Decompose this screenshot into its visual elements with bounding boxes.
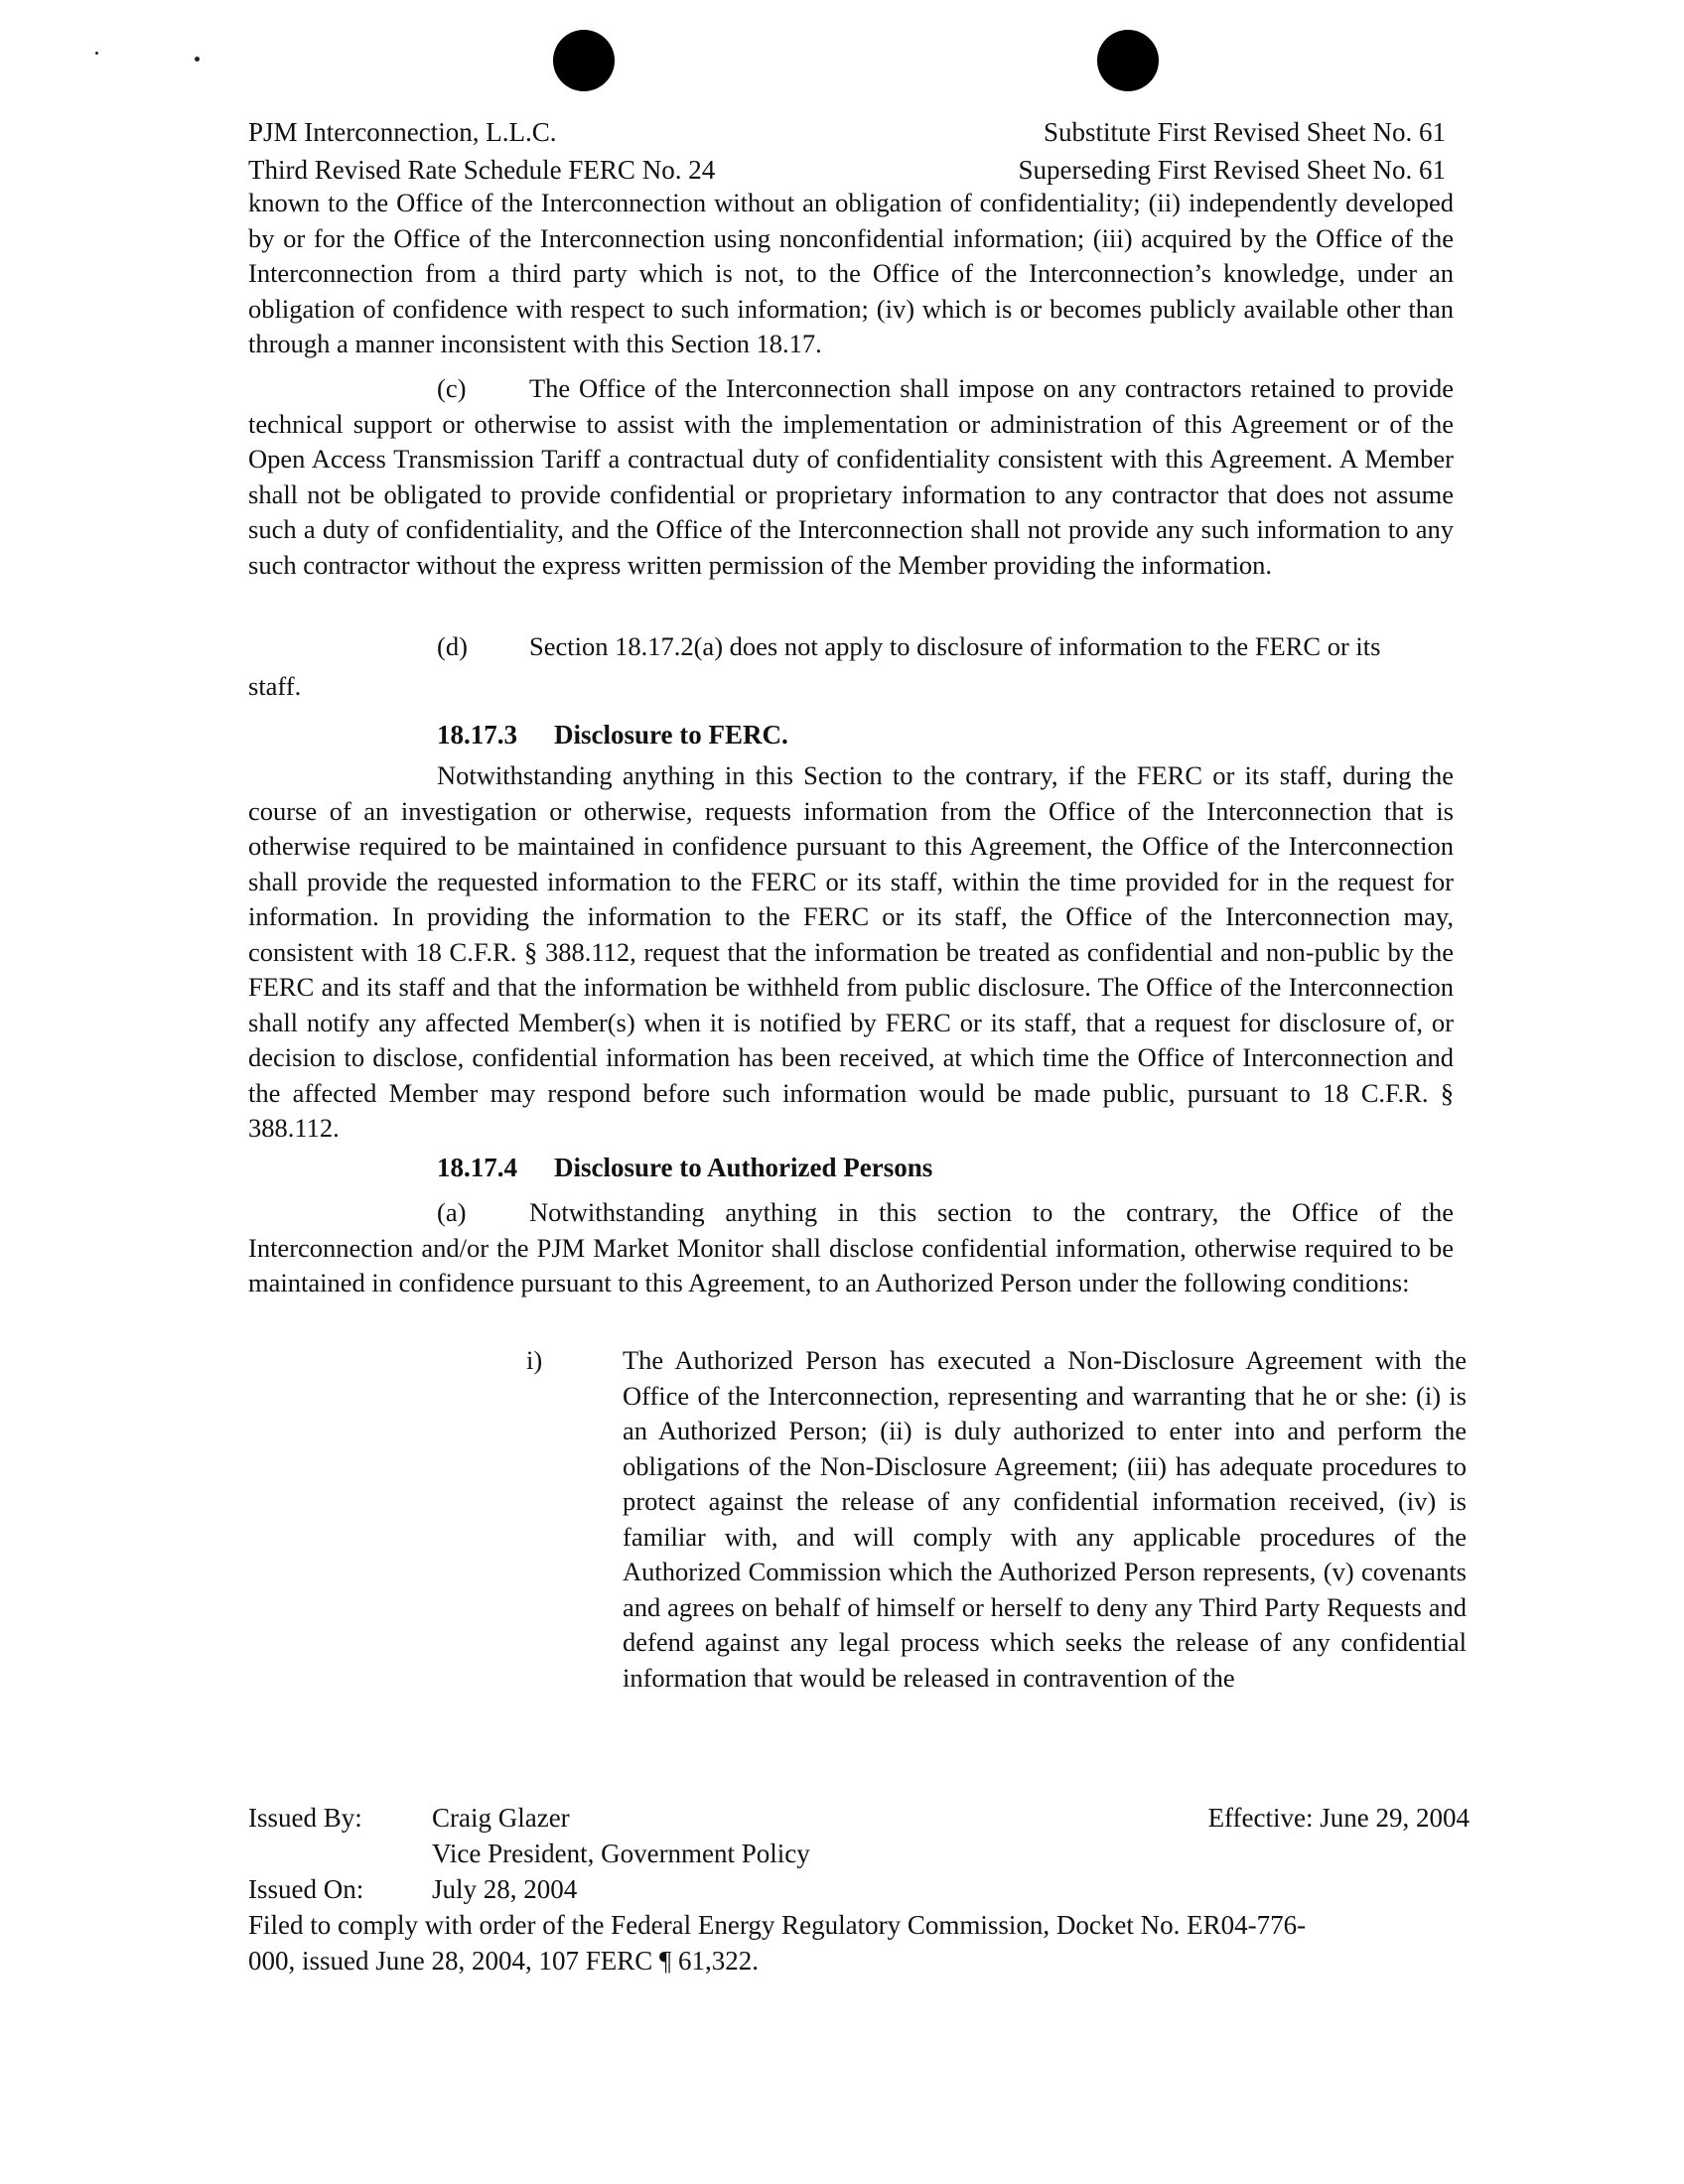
paragraph-d-label: (d) <box>437 631 468 661</box>
header-company: PJM Interconnection, L.L.C. <box>248 117 557 147</box>
page-footer <box>248 1800 1470 1979</box>
section-number: 18.17.4 <box>437 1153 517 1182</box>
scan-speck <box>95 52 98 55</box>
paragraph-a-text: Notwithstanding anything in this section to the contrary, the Office of the Interconnection and/or the PJM Market Monitor shall disclose confidential information, otherwise required to be maintained in confidence pursuant to this Agreement, to an Authorized Person under the following conditions: <box>248 1197 1454 1297</box>
section-18-17-3-text: Notwithstanding anything in this Section to the contrary, if the FERC or its staff, during the course of an investigation or otherwise, requests information from the Office of the Interconnection that is otherwise required to be maintained in confidence pursuant to this Agreement, the Office of the Interconnection shall provide the requested information to the FERC or its staff, within the time provided for in the request for information. In providing the information to the FERC or its staff, the Office of the Interconnection may, consistent with 18 C.F.R. § 388.112, request that the information be treated as confidential and non-public by the FERC and its staff and that the information be withheld from public disclosure. The Office of the Interconnection shall notify any affected Member(s) when it is notified by FERC or its staff, that a request for disclosure of, or decision to disclose, confidential information has been received, at which time the Office of Interconnection and the affected Member may respond before such information would be made public, pursuant to 18 C.F.R. § 388.112. <box>248 760 1454 1143</box>
section-heading-18-17-4 <box>437 1150 932 1185</box>
paragraph-d <box>248 629 1454 665</box>
list-item-text: The Authorized Person has executed a Non-Disclosure Agreement with the Office of the Interconnection, representing and warranting that he or she: (i) is an Authorized Person; (ii) is duly authorized to enter into and perform the obligations of the Non-Disclosure Agreement; (iii) has adequate procedures to protect against the release of any confidential information received, (iv) is familiar with, and will comply with any applicable procedures of the Authorized Commission which the Authorized Person represents, (v) covenants and agrees on behalf of himself or herself to deny any Third Party Requests and defend against any legal process which seeks the release of any confidential information that would be released in contravention of the <box>623 1345 1467 1693</box>
paragraph-d-text: Section 18.17.2(a) does not apply to disclosure of information to the FERC or its <box>529 631 1381 661</box>
filed-line-2: 000, issued June 28, 2004, 107 FERC ¶ 61,322. <box>248 1946 760 1976</box>
intro-paragraph: known to the Office of the Interconnection without an obligation of confidentiality; (ii) independently developed by or for the Office of the Interconnection using nonconfidential information; (iii) acquired by the Office of the Interconnection from a third party which is not, to the Office of the Interconnection’s knowledge, under an obligation of confidence with respect to such information; (iv) which is or becomes publicly available other than through a manner inconsistent with this Section 18.17. <box>248 188 1454 358</box>
issued-on-label: Issued On: <box>248 1874 364 1904</box>
scan-speck <box>195 57 200 62</box>
header-supersedes: Superseding First Revised Sheet No. 61 <box>1018 155 1446 185</box>
header-schedule: Third Revised Rate Schedule FERC No. 24 <box>248 155 716 185</box>
header-sheet-title: Substitute First Revised Sheet No. 61 <box>1044 117 1446 147</box>
section-title: Disclosure to Authorized Persons <box>554 1153 933 1182</box>
page-header <box>248 113 1454 189</box>
paragraph-c <box>248 371 1454 583</box>
punch-hole-right <box>1097 30 1159 91</box>
section-heading-18-17-3 <box>437 717 788 752</box>
issued-by-name: Craig Glazer <box>432 1803 570 1833</box>
paragraph-c-text: The Office of the Interconnection shall impose on any contractors retained to provide technical support or otherwise to assist with the implementation or administration of this Agreement or of the Open Access Transmission Tariff a contractual duty of confidentiality consistent with this Agreement. A Member shall not be obligated to provide confidential or proprietary information to any contractor that does not assume such a duty of confidentiality, and the Office of the Interconnection shall not provide any such information to any such contractor without the express written permission of the Member providing the information. <box>248 373 1454 580</box>
effective-date: Effective: June 29, 2004 <box>1207 1803 1470 1833</box>
issued-by-title: Vice President, Government Policy <box>432 1839 810 1868</box>
punch-hole-left <box>553 30 615 91</box>
filed-line-1: Filed to comply with order of the Federal Energy Regulatory Commission, Docket No. ER04-776- <box>248 1910 1307 1940</box>
paragraph-a <box>248 1195 1454 1301</box>
paragraph-a-label: (a) <box>437 1197 467 1227</box>
issued-on-date: July 28, 2004 <box>432 1874 578 1904</box>
paragraph-c-label: (c) <box>437 373 467 403</box>
list-marker: i) <box>526 1345 543 1375</box>
section-number: 18.17.3 <box>437 720 517 750</box>
section-title: Disclosure to FERC. <box>554 720 788 750</box>
issued-by-label: Issued By: <box>248 1803 362 1833</box>
paragraph-d-continuation: staff. <box>248 671 302 701</box>
